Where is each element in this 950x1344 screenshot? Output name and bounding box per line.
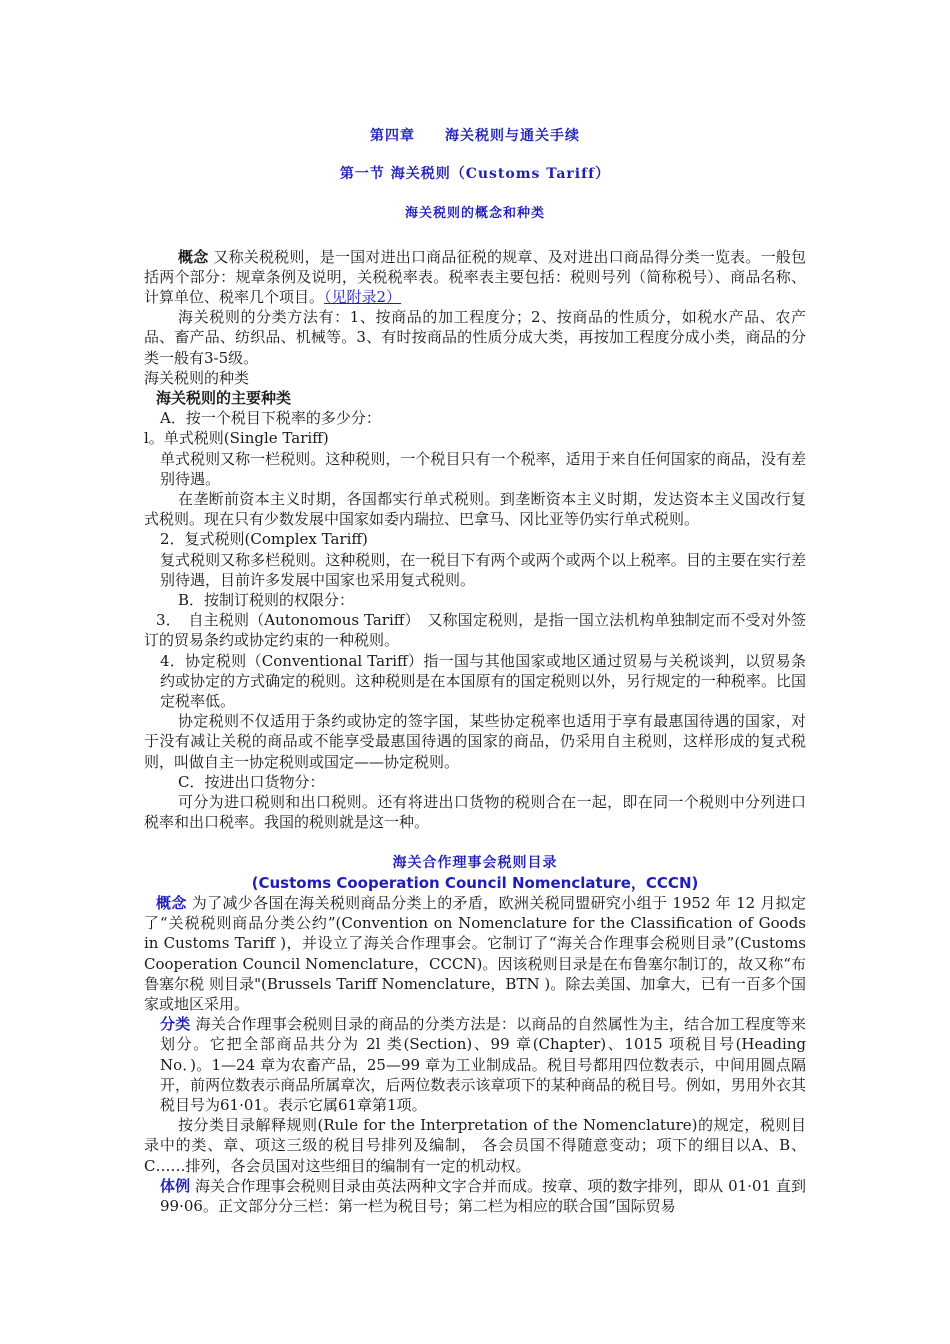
section-title: 第一节 海关税则（Customs Tariff） [339, 166, 611, 183]
ccc-title-en: (Customs Cooperation Council Nomenclature，CCCN) [251, 873, 699, 892]
list-c-heading: C．按进出口货物分： [178, 772, 325, 791]
ccc-body-paragraph [144, 1176, 806, 1216]
concept-label: 概念 [178, 247, 209, 266]
ccc-class-label: 分类 [160, 1015, 191, 1034]
ccc-class-text: 海关合作理事会税则目录的商品的分类方法是：以商品的自然属性为主，结合加工程度等来划分。它把全部商品共分为 2l 类(Section)、99 章(Chapter)、1015 项税目号(Heading No．)。1—24 章为农畜产品，25—99 章为工业制成品。税目号都用四位数表示，中间用圆点隔开，前两位数表示商品所属章次，后两位数表示该章项下的某种商品的税目号。例如，男用外衣其税目号为61·01。表示它属61章第1项。 [160, 1015, 806, 1114]
autonomous-tariff-para: 3． 自主税则（Autonomous Tariff） 又称国定税则，是指一国立法机构单独制定而不受对外签订的贸易条约或协定约束的一种税则。 [144, 611, 806, 650]
complex-tariff-heading: 2．复式税则(Complex Tariff) [160, 530, 368, 549]
ccc-body-label: 体例 [160, 1176, 191, 1195]
list-c-para: 可分为进口税则和出口税则。还有将进出口货物的税则合在一起，即在同一个税则中分列进口税率和出口税率。我国的税则就是这一种。 [144, 793, 806, 832]
subsection-title: 海关税则的概念和种类 [404, 206, 545, 222]
ccc-body-text: 海关合作理事会税则目录由英法两种文字合并而成。按章、项的数字排列，即从 01·01 直到 99·06。正文部分分三栏：第一栏为税目号；第二栏为相应的联合国“国际贸易 [160, 1176, 806, 1215]
ccc-concept-label: 概念 [156, 893, 187, 912]
ccc-title-cn: 海关合作理事会税则目录 [392, 854, 558, 871]
ccc-class-paragraph [144, 1014, 806, 1115]
list-b-heading: B．按制订税则的权限分： [178, 591, 355, 610]
single-tariff-para-2: 在垄断前资本主义时期，各国都实行单式税则。到垄断资本主义时期，发达资本主义国改行复式税则。现在只有少数发展中国家如委内瑞拉、巴拿马、冈比亚等仍实行单式税则。 [144, 490, 806, 529]
conventional-tariff-para: 4．协定税则（Conventional Tariff）指一国与其他国家或地区通过贸易与关税谈判，以贸易条约或协定的方式确定的税则。这种税则是在本国原有的国定税则以外，另行规定的一种税率。比国定税率低。 [160, 651, 806, 711]
single-tariff-heading: l。单式税则(Single Tariff) [144, 429, 329, 448]
appendix-link[interactable]: （见附录2） [324, 288, 402, 307]
ccc-concept-paragraph [144, 893, 806, 1014]
ccc-concept-text: 为了减少各国在海关税则商品分类上的矛盾，欧洲关税同盟研究小组于 1952 年 12 月拟定了“关税税则商品分类公约”(Convention on Nomenclature for the Classification of Goods in Customs Tariff )，并设立了海关合作理事会。它制订了“海关合作理事会税则目录”(Customs Cooperation Council Nomenclature，CCCN)。因该税则目录是在布鲁塞尔制订的，故又称“布鲁塞尔税 则目录"(Brussels Tariff Nomenclature，BTN )。除去美国、加拿大，已有一百多个国家或地区采用。 [144, 893, 806, 1013]
classify-paragraph: 海关税则的分类方法有：1、按商品的加工程度分；2、按商品的性质分，如税水产品、农产品、畜产品、纺织品、机械等。3、有时按商品的性质分成大类，再按加工程度分成小类，商品的分类一般有3-5级。 [144, 308, 806, 367]
list-a-heading: A．按一个税目下税率的多少分： [160, 409, 381, 428]
conventional-tariff-para-2: 协定税则不仅适用于条约或协定的签字国，某些协定税率也适用于享有最惠国待遇的国家，对于没有减让关税的商品或不能享受最惠国待遇的国家的商品，仍采用自主税则，这样形成的复式税则，叫做自主一协定税则或国定——协定税则。 [144, 712, 806, 771]
single-tariff-para-1: 单式税则又称一栏税则。这种税则，一个税目只有一个税率，适用于来自任何国家的商品，没有差别待遇。 [160, 449, 806, 488]
concept-text: 又称关税税则，是一国对进出口商品征税的规章、及对进出口商品得分类一览表。一般包括两个部分：规章条例及说明，关税税率表。税率表主要包括：税则号列（简称税号）、商品名称、计算单位、税率几个项目。 [144, 247, 806, 307]
ccc-rule-paragraph: 按分类目录解释规则(Rule for the Interpretation of the Nomenclature)的规定，税则目录中的类、章、项这三级的税目号排列及编制， 各会员国不得随意变动；项下的细目以A、B、C……排列，各会员国对这些细目的编制有一定的机动权。 [144, 1116, 806, 1175]
main-kinds-heading: 海关税则的主要种类 [156, 389, 292, 408]
concept-paragraph [144, 247, 806, 308]
chapter-title: 第四章 海关税则与通关手续 [370, 128, 580, 144]
kinds-heading: 海关税则的种类 [144, 368, 250, 387]
complex-tariff-para: 复式税则又称多栏税则。这种税则，在一税目下有两个或两个或两个以上税率。目的主要在实行差别待遇，目前许多发展中国家也采用复式税则。 [160, 550, 806, 589]
document-page [144, 118, 806, 1216]
